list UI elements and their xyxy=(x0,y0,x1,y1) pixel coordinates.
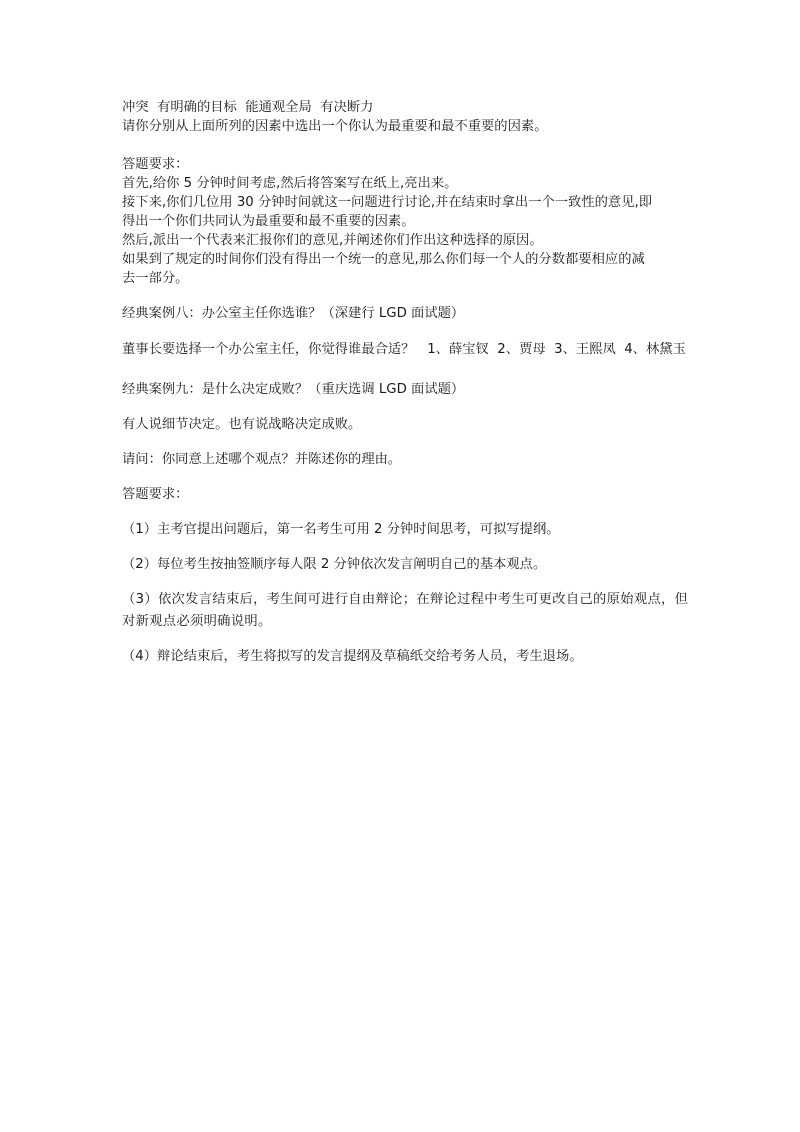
factors-line: 冲突 有明确的目标 能通观全局 有决断力 xyxy=(122,100,374,115)
requirement-line: 得出一个你们共同认为最重要和最不重要的因素。 xyxy=(122,214,415,229)
case8-question: 董事长要选择一个办公室主任，你觉得谁最合适？ 1、薛宝钗 2、贾母 3、王熙凤 4、林黛玉 xyxy=(122,342,686,357)
case9-requirement-item: （4）辩论结束后，考生将拟写的发言提纲及草稿纸交给考务人员，考生退场。 xyxy=(122,649,583,664)
requirement-line: 如果到了规定的时间你们没有得出一个统一的意见,那么你们每一个人的分数都要相应的减 xyxy=(122,252,645,267)
requirement-line: 接下来,你们几位用 30 分钟时间就这一问题进行讨论,并在结束时拿出一个一致性的意见,即 xyxy=(122,195,653,210)
case8-title: 经典案例八：办公室主任你选谁？（深建行 LGD 面试题） xyxy=(122,306,465,321)
case9-requirement-item: （3）依次发言结束后，考生间可进行自由辩论；在辩论过程中考生可更改自己的原始观点，但对新观点必须明确说明。 xyxy=(122,592,689,629)
document-page xyxy=(122,98,692,668)
requirements-heading: 答题要求： xyxy=(122,157,189,172)
case9-requirement-item: （1）主考官提出问题后，第一名考生可用 2 分钟时间思考，可拟写提纲。 xyxy=(122,522,560,537)
case9-question: 请问：你同意上述哪个观点？并陈述你的理由。 xyxy=(122,452,402,467)
intro-question: 请你分别从上面所列的因素中选出一个你认为最重要和最不重要的因素。 xyxy=(122,119,548,134)
requirement-line: 首先,给你 5 分钟时间考虑,然后将答案写在纸上,亮出来。 xyxy=(122,176,458,191)
requirement-line: 去一部分。 xyxy=(122,271,189,286)
case9-statement: 有人说细节决定。也有说战略决定成败。 xyxy=(122,417,362,432)
case9-requirement-item: （2）每位考生按抽签顺序每人限 2 分钟依次发言阐明自己的基本观点。 xyxy=(122,557,547,572)
requirement-line: 然后,派出一个代表来汇报你们的意见,并阐述你们作出这种选择的原因。 xyxy=(122,233,543,248)
case9-title: 经典案例九：是什么决定成败？（重庆选调 LGD 面试题） xyxy=(122,382,465,397)
case9-requirements-heading: 答题要求： xyxy=(122,487,189,502)
